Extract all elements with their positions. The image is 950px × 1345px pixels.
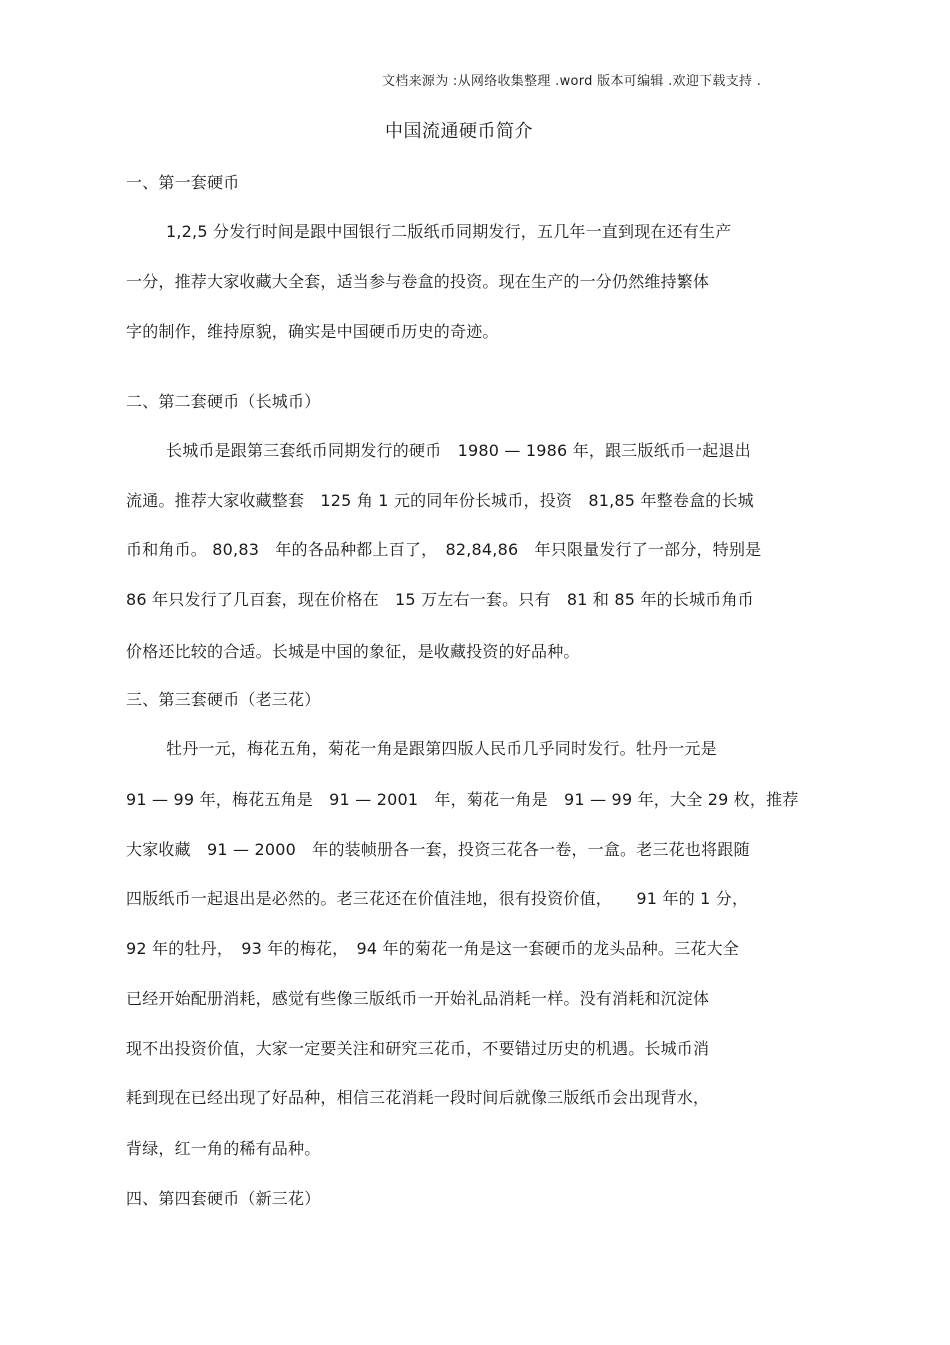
section-1-line: 1,2,5 分发行时间是跟中国银行二版纸币同期发行，五几年一直到现在还有生产 <box>166 222 732 241</box>
document-title: 中国流通硬币简介 <box>385 121 533 142</box>
section-4-heading: 四、第四套硬币（新三花） <box>126 1189 321 1208</box>
section-3-line: 牡丹一元，梅花五角，菊花一角是跟第四版人民币几乎同时发行。牡丹一元是 <box>166 739 717 758</box>
section-2-line: 币和角币。 80,83 年的各品种都上百了， 82,84,86 年只限量发行了一部分，特别是 <box>126 540 762 559</box>
section-3-line: 大家收藏 91 — 2000 年的装帧册各一套，投资三花各一卷，一盒。老三花也将跟随 <box>126 840 750 859</box>
section-3-line: 91 — 99 年，梅花五角是 91 — 2001 年，菊花一角是 91 — 99 年，大全 29 枚，推荐 <box>126 790 799 809</box>
section-2-line: 流通。推荐大家收藏整套 125 角 1 元的同年份长城币，投资 81,85 年整卷盒的长城 <box>126 491 754 510</box>
section-3-line: 已经开始配册消耗，感觉有些像三版纸币一开始礼品消耗一样。没有消耗和沉淀体 <box>126 989 710 1008</box>
section-2-line: 86 年只发行了几百套，现在价格在 15 万左右一套。只有 81 和 85 年的长城币角币 <box>126 590 754 609</box>
section-3-line: 92 年的牡丹， 93 年的梅花， 94 年的菊花一角是这一套硬币的龙头品种。三花大全 <box>126 939 739 958</box>
section-2-line: 价格还比较的合适。长城是中国的象征，是收藏投资的好品种。 <box>126 642 580 661</box>
section-3-line: 背绿，红一角的稀有品种。 <box>126 1139 321 1158</box>
section-3-line: 耗到现在已经出现了好品种，相信三花消耗一段时间后就像三版纸币会出现背水， <box>126 1088 710 1107</box>
section-1-line: 字的制作，维持原貌，确实是中国硬币历史的奇迹。 <box>126 322 499 341</box>
section-2-line: 长城币是跟第三套纸币同期发行的硬币 1980 — 1986 年，跟三版纸币一起退出 <box>166 441 751 460</box>
section-1-heading: 一、第一套硬币 <box>126 173 240 192</box>
section-3-heading: 三、第三套硬币（老三花） <box>126 690 321 709</box>
section-2-heading: 二、第二套硬币（长城币） <box>126 392 321 411</box>
page-header-note: 文档来源为 :从网络收集整理 .word 版本可编辑 .欢迎下载支持 . <box>382 74 762 89</box>
section-3-line: 现不出投资价值，大家一定要关注和研究三花币，不要错过历史的机遇。长城币消 <box>126 1039 710 1058</box>
section-1-line: 一分，推荐大家收藏大全套，适当参与卷盒的投资。现在生产的一分仍然维持繁体 <box>126 272 710 291</box>
section-3-line: 四版纸币一起退出是必然的。老三花还在价值洼地，很有投资价值， 91 年的 1 分， <box>126 889 749 908</box>
